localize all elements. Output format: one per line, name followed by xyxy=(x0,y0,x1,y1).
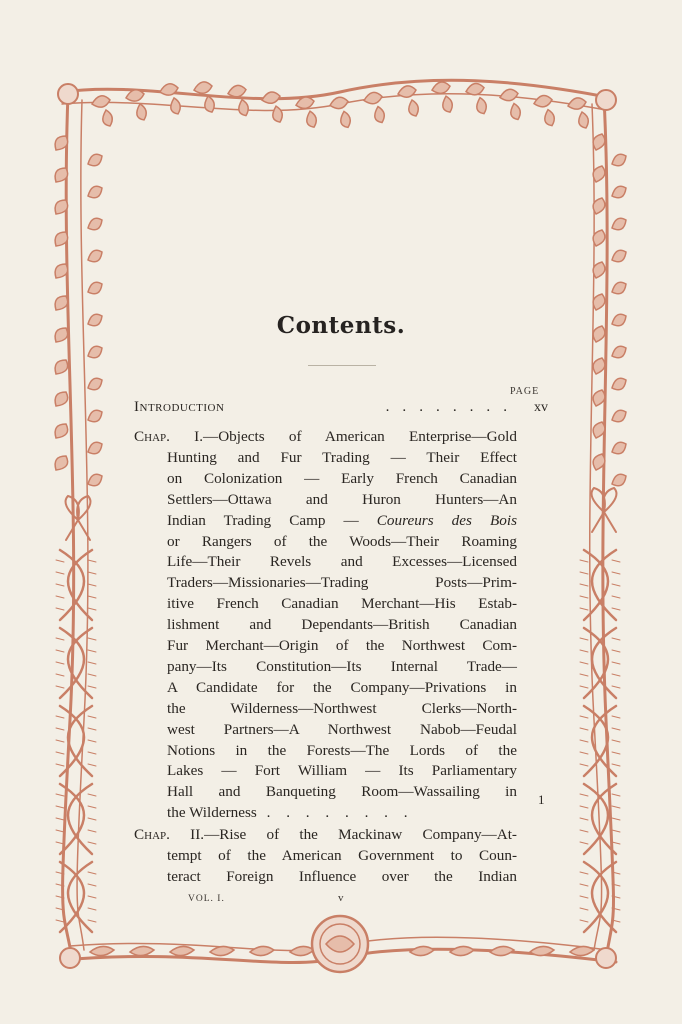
page-column-label: PAGE xyxy=(510,386,540,397)
chapter-1-line xyxy=(167,657,517,678)
leader-dots: . . . . . . . . xyxy=(256,804,414,822)
chapter-2-line-text: teract Foreign Influence over the Indian xyxy=(167,867,517,885)
chapter-1-page: 1 xyxy=(538,792,545,807)
chapter-1-line xyxy=(167,699,517,720)
chapter-2-line xyxy=(134,825,517,846)
chapter-1-line xyxy=(167,573,517,594)
chapter-1-line-text: Indian Trading Camp — xyxy=(167,511,377,529)
footer-volume: VOL. I. xyxy=(188,894,225,904)
chapter-1-heading: Chap. I. xyxy=(134,428,204,445)
chapter-1-line xyxy=(167,720,517,741)
chapter-1-line-text: A Candidate for the Company—Privations in xyxy=(167,678,517,696)
chapter-1-line xyxy=(167,511,517,532)
chapter-2-line-text: —Rise of the Mackinaw Company—At- xyxy=(204,826,517,843)
leader-dots: ........ xyxy=(385,398,520,415)
chapter-1-line-text: on Colonization — Early French Canadian xyxy=(167,469,517,487)
chapter-1-line xyxy=(167,636,517,657)
chapter-2-line xyxy=(167,846,517,867)
chapter-1-line xyxy=(167,678,517,699)
chapter-1-line xyxy=(167,615,517,636)
chapter-1-line-text: Fur Merchant—Origin of the Northwest Com- xyxy=(167,637,517,654)
chapter-1-line-text: Lakes — Fort William — Its Parliamentary xyxy=(167,762,517,780)
chapter-1-line-text: lishment and Dependants—British Canadian xyxy=(167,616,517,634)
chapter-1-line xyxy=(134,427,517,448)
chapter-1-line xyxy=(167,448,517,469)
chapter-1-line-text: pany—Its Constitution—Its Internal Trade— xyxy=(167,657,517,675)
footer-page-number: v xyxy=(338,892,344,904)
chapter-1-line xyxy=(167,469,517,490)
chapter-1-line-text: the Wilderness—Northwest Clerks—North- xyxy=(167,699,517,717)
chapter-1-line xyxy=(167,761,517,782)
toc-entry-introduction[interactable] xyxy=(134,397,548,419)
chapter-1-line-text: —Objects of American Enterprise—Gold xyxy=(203,428,517,445)
chapter-2-line-text: tempt of the American Government to Coun- xyxy=(167,846,517,864)
chapter-1-line xyxy=(167,552,517,573)
chapter-1-line-text: Hunting and Fur Trading — Their Effect xyxy=(167,448,517,466)
chapter-1-line xyxy=(167,741,517,762)
chapter-1-line xyxy=(167,803,414,824)
chapter-1-line xyxy=(167,594,517,615)
chapter-1-line-text: west Partners—A Northwest Nabob—Feudal xyxy=(167,720,517,738)
chapter-1-line-text: Life—Their Revels and Excesses—Licensed xyxy=(167,553,517,571)
chapter-2-line xyxy=(167,867,517,888)
chapter-1-line-text: or Rangers of the Woods—Their Roaming xyxy=(167,532,517,550)
page-title: Contents. xyxy=(276,312,406,339)
chapter-1-line-text: Settlers—Ottawa and Huron Hunters—An xyxy=(167,490,517,508)
chapter-2-heading: Chap. II. xyxy=(134,826,205,843)
italic-phrase: Coureurs des Bois xyxy=(376,511,517,529)
chapter-1-line-text: itive French Canadian Merchant—His Estab- xyxy=(167,595,517,613)
chapter-1-line xyxy=(167,490,517,511)
chapter-1-line-text: Notions in the Forests—The Lords of the xyxy=(167,741,517,759)
chapter-1-line-text: Traders—Missionaries—Trading Posts—Prim- xyxy=(167,574,517,592)
chapter-1-line xyxy=(167,532,517,553)
introduction-label: Introduction xyxy=(134,399,225,415)
chapter-1-line-text: Hall and Banqueting Room—Wassailing in xyxy=(167,783,517,801)
chapter-1-line-text: the Wilderness xyxy=(167,804,257,822)
title-divider xyxy=(308,365,376,366)
chapter-1-line xyxy=(167,782,517,803)
introduction-page: xv xyxy=(534,400,548,415)
